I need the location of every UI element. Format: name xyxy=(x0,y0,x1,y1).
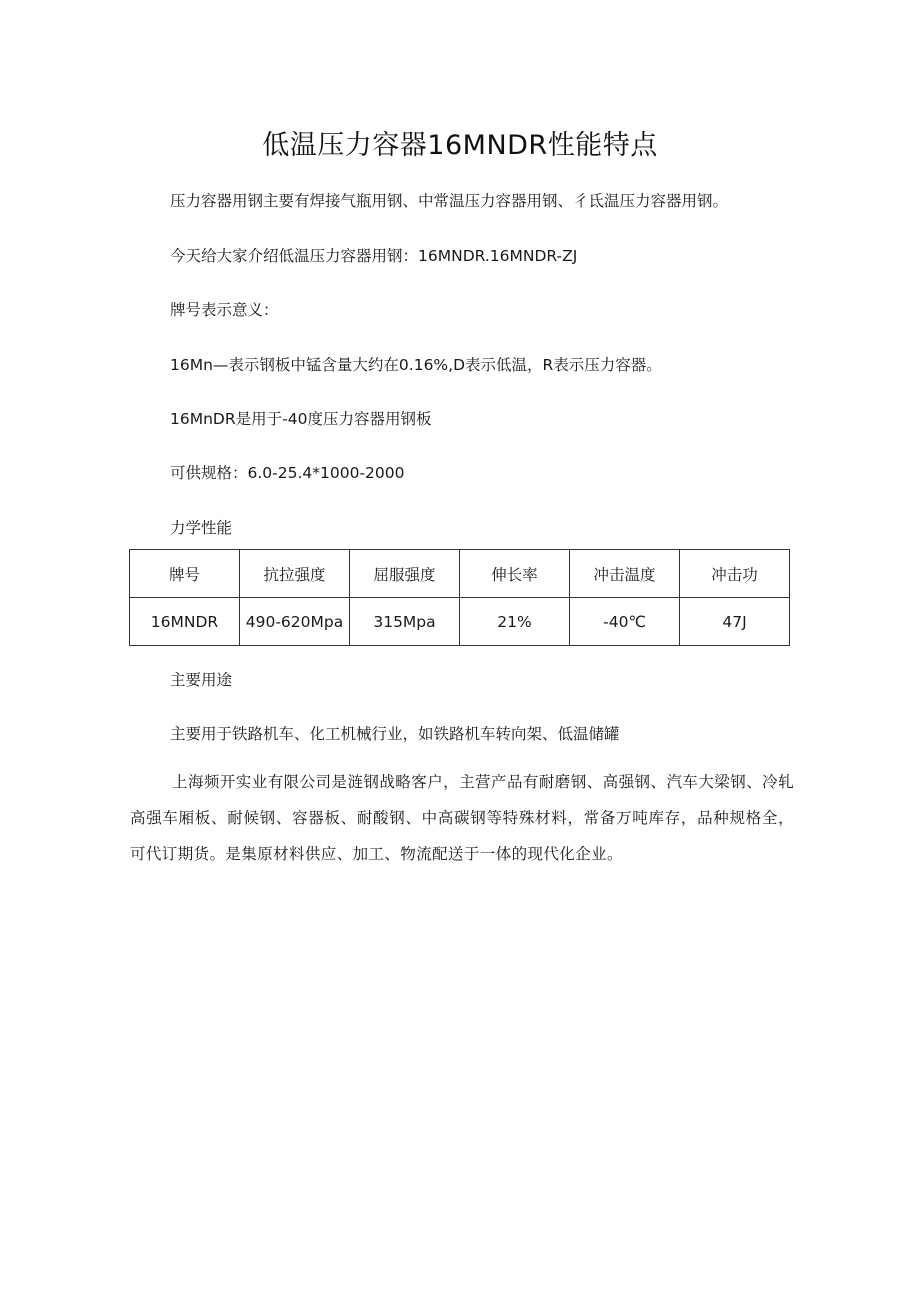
cell-tensile-strength: 490-620Mpa xyxy=(240,598,350,646)
cell-elongation: 21% xyxy=(460,598,570,646)
header-impact-energy: 冲击功 xyxy=(680,550,790,598)
cell-impact-energy: 47J xyxy=(680,598,790,646)
paragraph-specifications: 可供规格：6.0-25.4*1000-2000 xyxy=(170,464,405,482)
header-elongation: 伸长率 xyxy=(460,550,570,598)
header-tensile-strength: 抗拉强度 xyxy=(240,550,350,598)
paragraph-steel-types: 压力容器用钢主要有焊接气瓶用钢、中常温压力容器用钢、彳氐温压力容器用钢。 xyxy=(170,192,729,210)
main-usage-text: 主要用于铁路机车、化工机械行业，如铁路机车转向架、低温储罐 xyxy=(170,725,620,743)
main-usage-heading: 主要用途 xyxy=(170,671,233,689)
company-description: 上海频开实业有限公司是涟钢战略客户，主营产品有耐磨钢、高强钢、汽车大梁钢、冷轧高强车厢板、耐候钢、容器板、耐酸钢、中高碳钢等特殊材料，常备万吨库存，品种规格全，可代订期货。是集原材料供应、加工、物流配送于一体的现代化企业。 xyxy=(130,773,794,863)
document-title: 低温压力容器16MNDR性能特点 xyxy=(262,130,658,161)
paragraph-usage-temperature: 16MnDR是用于-40度压力容器用钢板 xyxy=(170,410,432,428)
table-header-row xyxy=(130,550,790,598)
header-yield-strength: 屈服强度 xyxy=(350,550,460,598)
paragraph-grade-meaning-heading: 牌号表示意义： xyxy=(170,301,279,319)
paragraph-introduction: 今天给大家介绍低温压力容器用钢：16MNDR.16MNDR-ZJ xyxy=(170,247,578,265)
table-row xyxy=(130,598,790,646)
cell-impact-temperature: -40℃ xyxy=(570,598,680,646)
cell-yield-strength: 315Mpa xyxy=(350,598,460,646)
mechanical-properties-heading: 力学性能 xyxy=(170,519,233,537)
cell-grade: 16MNDR xyxy=(130,598,240,646)
mechanical-properties-table xyxy=(129,549,790,646)
header-grade: 牌号 xyxy=(130,550,240,598)
paragraph-grade-meaning: 16Mn—表示钢板中锰含量大约在0.16%,D表示低温，R表示压力容器。 xyxy=(170,356,662,374)
header-impact-temperature: 冲击温度 xyxy=(570,550,680,598)
